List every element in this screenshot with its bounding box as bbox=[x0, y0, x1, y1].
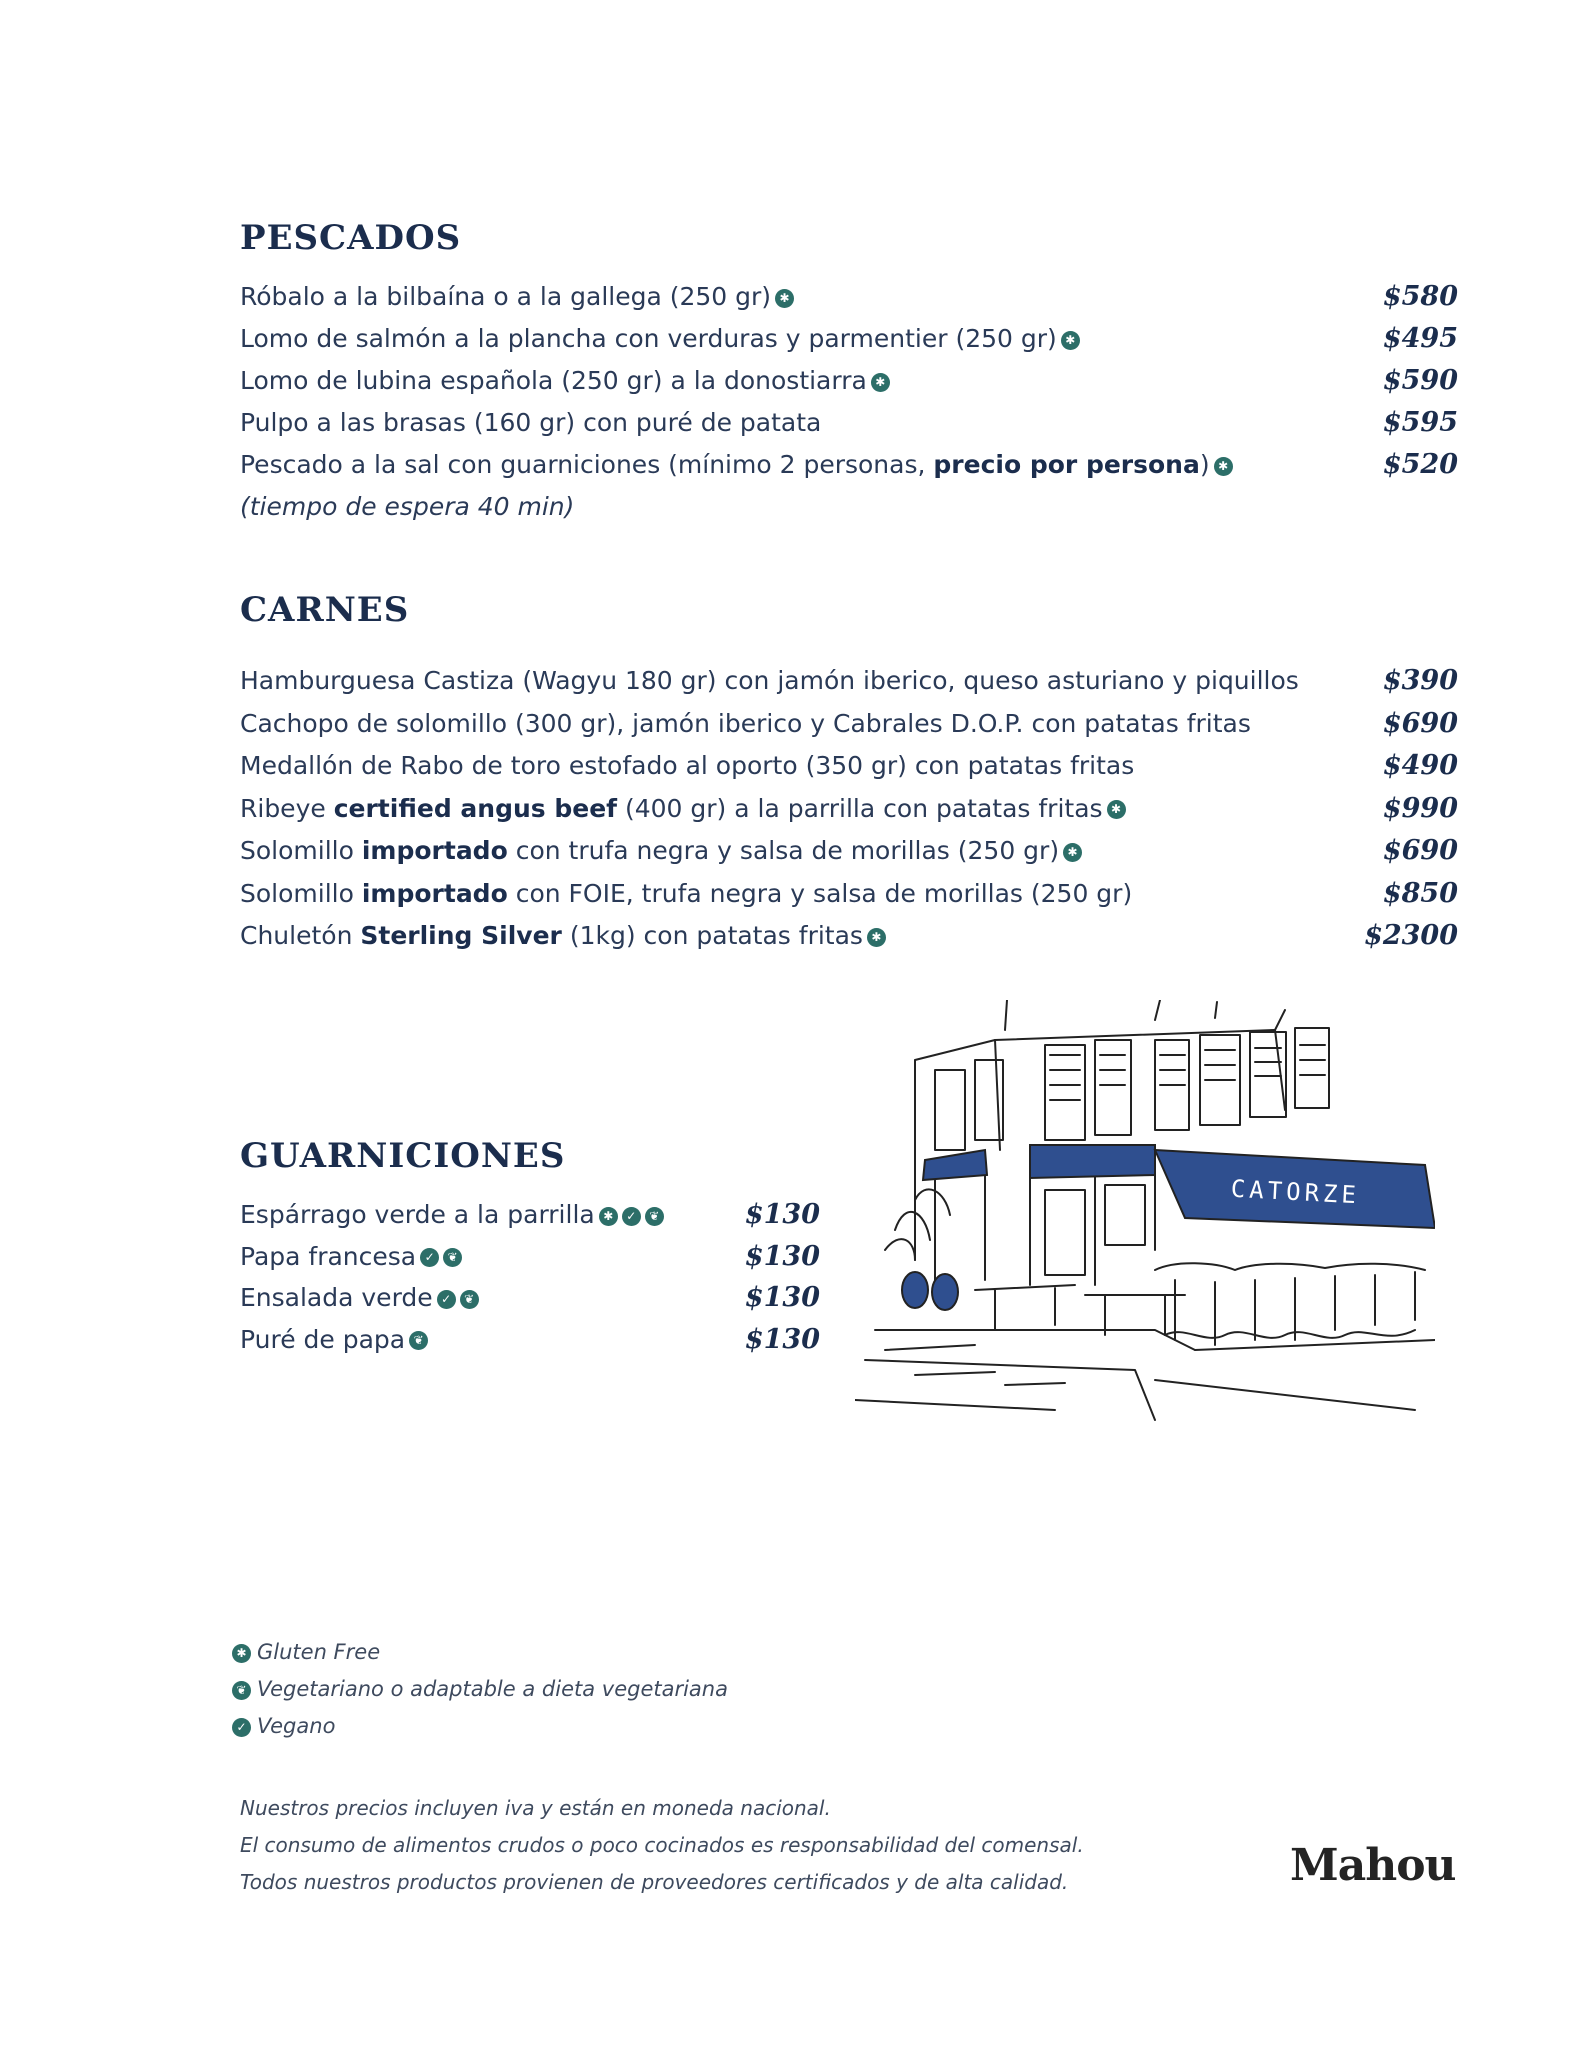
menu-item-name-part: (1kg) con patatas fritas bbox=[561, 921, 863, 950]
carnes-title: CARNES bbox=[240, 590, 410, 630]
menu-item bbox=[240, 1277, 820, 1319]
menu-item-name: Róbalo a la bilbaína o a la gallega (250 gr) bbox=[240, 282, 772, 311]
carnes-list bbox=[240, 660, 1458, 958]
menu-item-name: Hamburguesa Castiza (Wagyu 180 gr) con jamón iberico, queso asturiano y piquillos bbox=[240, 666, 1299, 695]
vegetarian-icon: ❦ bbox=[645, 1207, 664, 1226]
menu-item bbox=[240, 873, 1458, 916]
gluten-free-icon: ✱ bbox=[1214, 457, 1233, 476]
menu-item-name: Ensalada verde bbox=[240, 1283, 433, 1312]
legend-item bbox=[232, 1671, 728, 1708]
mahou-logo: Mahou bbox=[1290, 1840, 1456, 1891]
menu-item-name-part: con FOIE, trufa negra y salsa de morillas (250 gr) bbox=[507, 878, 1133, 908]
menu-item bbox=[240, 703, 1458, 746]
menu-item-name-part: con trufa negra y salsa de morillas (250 gr) bbox=[507, 836, 1060, 865]
menu-item bbox=[240, 745, 1458, 788]
menu-item bbox=[240, 402, 1458, 444]
gluten-free-icon: ✱ bbox=[775, 289, 794, 308]
menu-item-name-part: Pescado a la sal con guarniciones (mínimo 2 personas, bbox=[240, 450, 934, 479]
legend-item bbox=[232, 1634, 728, 1671]
menu-item-name: Medallón de Rabo de toro estofado al oporto (350 gr) con patatas fritas bbox=[240, 751, 1135, 780]
menu-item-name-part: ) bbox=[1199, 450, 1210, 479]
pescados-list bbox=[240, 276, 1458, 528]
guarniciones-list bbox=[240, 1194, 820, 1360]
vegan-icon: ✓ bbox=[420, 1248, 439, 1267]
menu-item-name-bold: precio por persona bbox=[933, 450, 1200, 479]
menu-item bbox=[240, 276, 1458, 318]
legend-label: Gluten Free bbox=[257, 1640, 381, 1664]
menu-item-price: $130 bbox=[744, 1199, 820, 1230]
gluten-free-icon: ✱ bbox=[1061, 331, 1080, 350]
menu-item-name-part: Solomillo bbox=[240, 836, 362, 865]
menu-item-name bbox=[240, 836, 1059, 865]
gluten-free-icon: ✱ bbox=[867, 928, 886, 947]
footer-notes bbox=[240, 1790, 1084, 1901]
menu-item-price: $130 bbox=[744, 1240, 820, 1272]
dietary-legend bbox=[232, 1634, 728, 1745]
awning-text: CATORZE bbox=[1230, 1174, 1361, 1210]
menu-item-name bbox=[240, 450, 1210, 479]
menu-item-name: Puré de papa bbox=[240, 1324, 406, 1354]
menu-item-price: $490 bbox=[1382, 750, 1458, 781]
menu-item-name: Cachopo de solomillo (300 gr), jamón iberico y Cabrales D.O.P. con patatas fritas bbox=[240, 708, 1251, 738]
gluten-free-icon: ✱ bbox=[599, 1207, 618, 1226]
menu-item-name: Pulpo a las brasas (160 gr) con puré de patata bbox=[240, 408, 822, 437]
menu-item-name-bold: certified angus beef bbox=[333, 793, 618, 823]
menu-item-name-part: Chuletón bbox=[240, 921, 361, 950]
menu-item-name-part: Ribeye bbox=[240, 793, 334, 823]
menu-item-price: $130 bbox=[744, 1282, 820, 1313]
menu-item bbox=[240, 1319, 820, 1361]
vegetarian-icon: ❦ bbox=[443, 1248, 462, 1267]
gluten-free-icon: ✱ bbox=[871, 373, 890, 392]
menu-item-name bbox=[240, 921, 863, 950]
vegan-icon: ✓ bbox=[232, 1718, 251, 1737]
menu-item-price: $2300 bbox=[1364, 920, 1458, 951]
menu-item bbox=[240, 788, 1458, 831]
guarniciones-title: GUARNICIONES bbox=[240, 1136, 566, 1176]
menu-item bbox=[240, 915, 1458, 958]
legend-item bbox=[232, 1708, 728, 1745]
menu-item bbox=[240, 1236, 820, 1278]
footer-line-3: Todos nuestros productos provienen de proveedores certificados y de alta calidad. bbox=[240, 1870, 1069, 1894]
menu-item-price: $580 bbox=[1382, 281, 1458, 312]
vegetarian-icon: ❦ bbox=[232, 1681, 251, 1700]
menu-item-price: $495 bbox=[1382, 323, 1458, 354]
menu-item-name-bold: importado bbox=[361, 878, 508, 908]
footer-line-1: Nuestros precios incluyen iva y están en moneda nacional. bbox=[240, 1796, 831, 1820]
gluten-free-icon: ✱ bbox=[1063, 843, 1082, 862]
menu-item-price: $390 bbox=[1382, 665, 1458, 696]
menu-item-price: $690 bbox=[1382, 707, 1458, 739]
menu-item-name-part: (400 gr) a la parrilla con patatas fritas bbox=[617, 793, 1103, 823]
menu-item bbox=[240, 444, 1458, 486]
gluten-free-icon: ✱ bbox=[1107, 800, 1126, 819]
menu-item-price: $690 bbox=[1382, 835, 1458, 866]
menu-item-name bbox=[240, 879, 1132, 908]
vegetarian-icon: ❦ bbox=[409, 1331, 428, 1350]
wait-time-note: (tiempo de espera 40 min) bbox=[240, 492, 575, 521]
menu-item-price: $520 bbox=[1382, 449, 1458, 480]
menu-item-price: $990 bbox=[1382, 792, 1458, 824]
menu-item bbox=[240, 360, 1458, 402]
menu-item-name: Espárrago verde a la parrilla bbox=[240, 1200, 595, 1229]
cafe-storefront-illustration bbox=[855, 1000, 1435, 1425]
menu-item bbox=[240, 660, 1458, 703]
menu-item-name-bold: importado bbox=[361, 836, 508, 865]
menu-item-price: $595 bbox=[1382, 407, 1458, 438]
menu-item-name-bold: Sterling Silver bbox=[360, 921, 562, 950]
vegan-icon: ✓ bbox=[437, 1290, 456, 1309]
vegetarian-icon: ❦ bbox=[460, 1290, 479, 1309]
legend-label: Vegano bbox=[257, 1714, 336, 1738]
menu-item bbox=[240, 830, 1458, 873]
menu-item-name: Lomo de salmón a la plancha con verduras y parmentier (250 gr) bbox=[240, 324, 1057, 353]
menu-item-name-part: Solomillo bbox=[240, 878, 362, 908]
gluten-free-icon: ✱ bbox=[232, 1644, 251, 1663]
menu-item-name: Lomo de lubina española (250 gr) a la donostiarra bbox=[240, 366, 867, 395]
menu-item bbox=[240, 1194, 820, 1236]
menu-item-price: $590 bbox=[1382, 365, 1458, 396]
menu-item bbox=[240, 318, 1458, 360]
menu-item-name: Papa francesa bbox=[240, 1241, 417, 1271]
menu-item-price: $850 bbox=[1382, 877, 1458, 909]
menu-item-name bbox=[240, 794, 1103, 823]
legend-label: Vegetariano o adaptable a dieta vegetariana bbox=[257, 1677, 728, 1701]
vegan-icon: ✓ bbox=[622, 1207, 641, 1226]
pescados-title: PESCADOS bbox=[240, 218, 462, 258]
footer-line-2: El consumo de alimentos crudos o poco cocinados es responsabilidad del comensal. bbox=[240, 1833, 1084, 1857]
menu-item-price: $130 bbox=[744, 1323, 820, 1355]
